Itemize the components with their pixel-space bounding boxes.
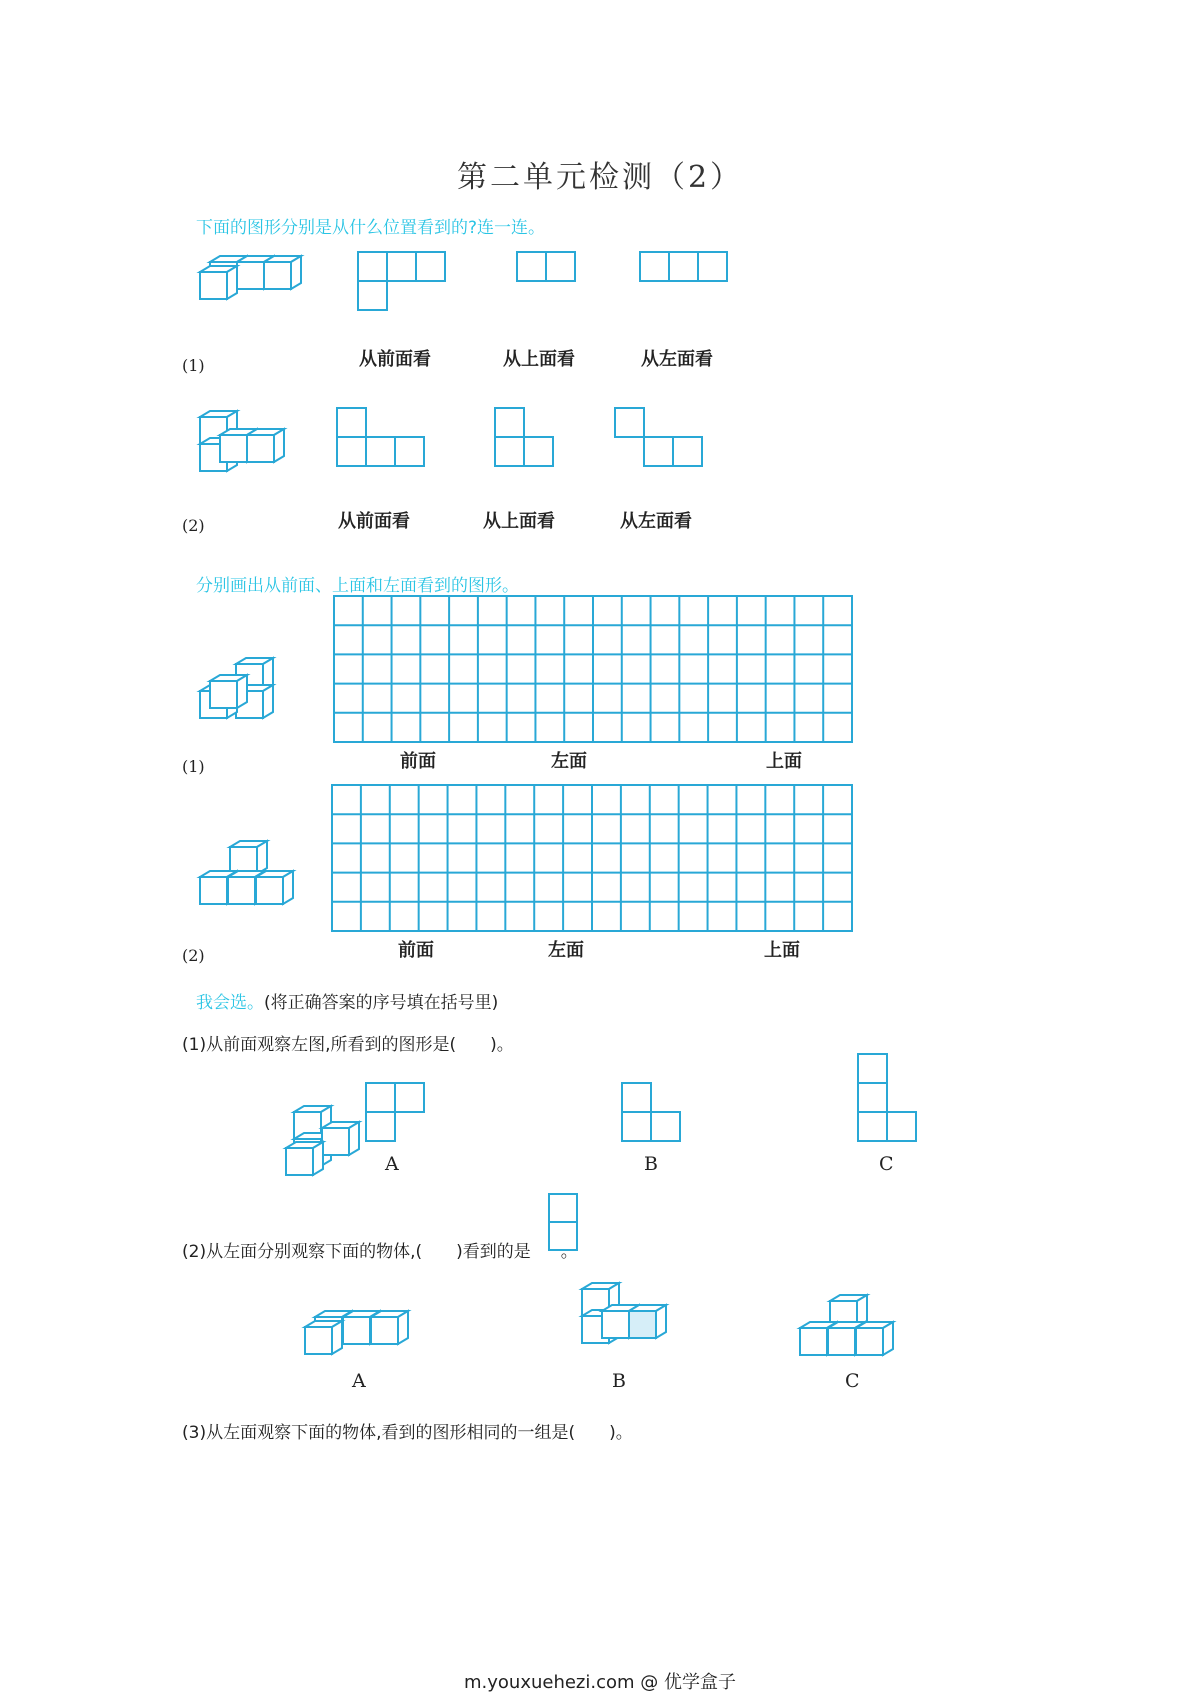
s1-item1-label-top: 从上面看 [503,349,575,370]
s1-item2-label-left: 从左面看 [620,511,692,532]
s1-item2-view-a [337,408,427,468]
s1-item1-view-a [358,252,448,312]
s2-item1-label-front: 前面 [400,751,436,772]
q1-option-a-view [366,1083,426,1143]
s1-item2-view-b [495,408,555,468]
s2-item1-label-top: 上面 [766,751,802,772]
section2-heading: 分别画出从前面、上面和左面看到的图形。 [196,576,519,596]
q1-figure [286,1100,376,1180]
s2-item1-number: (1) [182,757,205,776]
s2-item2-number: (2) [182,946,205,965]
page-title: 第二单元检测（2） [456,160,744,195]
q1-option-b-view [622,1083,682,1143]
s1-item1-figure [200,250,320,310]
q2-option-c-figure [800,1287,910,1367]
s1-item1-view-c [640,252,730,284]
s2-item1-figure [200,650,290,730]
s2-item2-grid [332,785,852,931]
footer: m.youxuehezi.com @ 优学盒子 [463,1672,736,1693]
s1-item1-number: (1) [182,356,205,375]
s2-item1-grid [334,596,852,742]
s2-item2-label-left: 左面 [548,940,584,961]
q2-text-before: (2)从左面分别观察下面的物体,( )看到的是 [182,1242,531,1262]
s1-item2-label-front: 从前面看 [338,511,410,532]
s1-item1-label-left: 从左面看 [641,349,713,370]
q2-text-after: 。 [560,1242,578,1262]
q3-text: (3)从左面观察下面的物体,看到的图形相同的一组是( )。 [182,1423,633,1443]
q1-option-a: A [385,1153,399,1175]
s1-item1-label-front: 从前面看 [359,349,431,370]
section3-heading-row [196,988,498,1013]
q2-target-view [549,1194,579,1254]
q1-option-b: B [644,1153,658,1175]
section1-heading: 下面的图形分别是从什么位置看到的?连一连。 [196,218,546,238]
s1-item2-number: (2) [182,516,205,535]
q2-option-a-figure [305,1305,415,1365]
section3-heading-note: (将正确答案的序号填在括号里) [264,993,499,1013]
q2-option-b: B [612,1370,626,1392]
s1-item1-view-b [517,252,577,284]
s2-item2-figure [200,837,320,917]
s2-item1-label-left: 左面 [551,751,587,772]
section3-heading: 我会选。 [196,993,264,1013]
q1-option-c: C [879,1153,894,1175]
s1-item2-view-c [615,408,705,468]
s1-item2-figure [200,405,300,495]
q2-option-b-figure [582,1279,672,1369]
q2-text-row [182,1237,578,1262]
q1-text: (1)从前面观察左图,所看到的图形是( )。 [182,1035,514,1055]
s2-item2-label-front: 前面 [398,940,434,961]
s2-item2-label-top: 上面 [764,940,800,961]
q1-option-c-view [858,1054,918,1144]
q2-option-a: A [352,1370,366,1392]
s1-item2-label-top: 从上面看 [483,511,555,532]
q2-option-c: C [845,1370,860,1392]
